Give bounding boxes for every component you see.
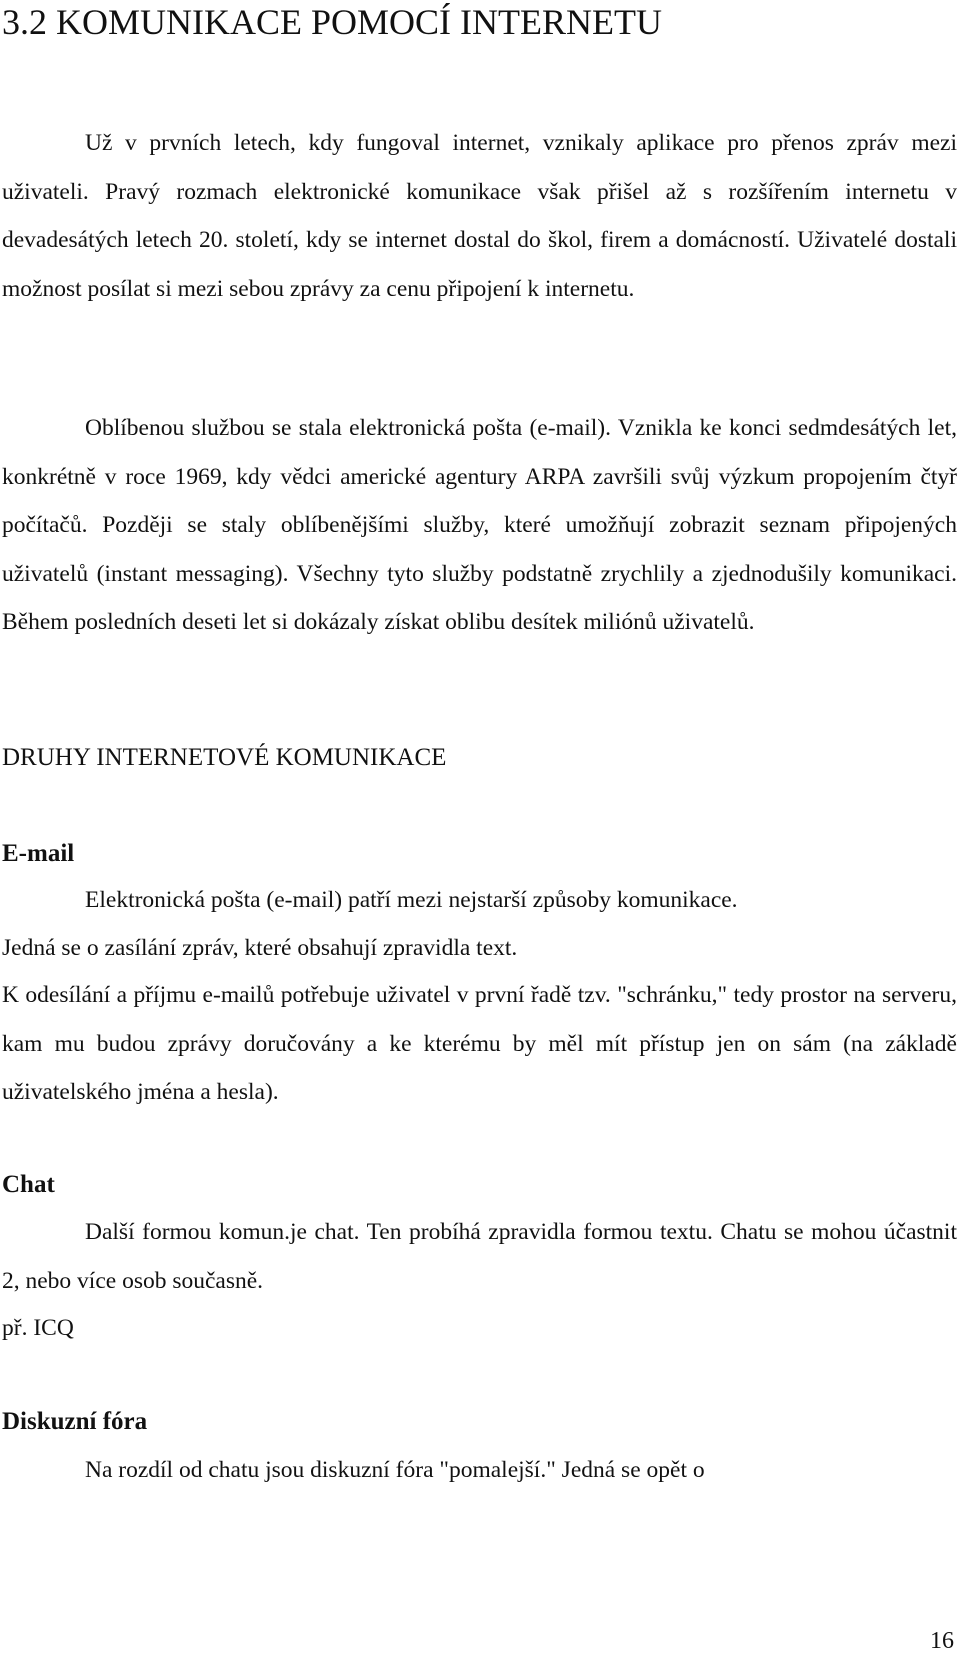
chat-heading: Chat: [2, 1171, 55, 1198]
email-history-paragraph: Oblíbenou službou se stala elektronická pošta (e-mail). Vznikla ke konci sedmdesátých let, konkrétně v roce 1969, kdy vědci americké agentury ARPA završili svůj výzkum propojením čtyř počítačů. Později se staly oblíbenějšími služby, které umožňují zobrazit seznam připojených uživatelů (instant messaging). Všechny tyto služby podstatně zrychlily a zjednodušily komunikaci. Během posledních deseti let si dokázaly získat oblibu desítek miliónů uživatelů.: [2, 415, 957, 636]
forums-heading: Diskuzní fóra: [2, 1408, 148, 1435]
email-heading: E-mail: [2, 840, 75, 867]
section-heading: DRUHY INTERNETOVÉ KOMUNIKACE: [2, 744, 447, 771]
page-number: 16: [930, 1628, 954, 1654]
email-paragraph: K odesílání a příjmu e-mailů potřebuje uživatel v první řadě tzv. "schránku," tedy prostor na serveru, kam mu budou zprávy doručovány a ke kterému by měl mít přístup jen on sám (na základě uživatelského jména a hesla).: [2, 982, 957, 1106]
forums-line-1: Na rozdíl od chatu jsou diskuzní fóra "pomalejší." Jedná se opět o: [85, 1457, 705, 1483]
intro-paragraph: Už v prvních letech, kdy fungoval internet, vznikaly aplikace pro přenos zpráv mezi uživateli. Pravý rozmach elektronické komunikace však přišel až s rozšířením internetu v devadesátých letech 20. století, kdy se internet dostal do škol, firem a domácností. Uživatelé dostali možnost posílat si mezi sebou zprávy za cenu připojení k internetu.: [2, 130, 957, 302]
chat-paragraph: Další formou komun.je chat. Ten probíhá zpravidla formou textu. Chatu se mohou účastnit 2, nebo více osob současně.: [2, 1219, 957, 1294]
email-line-1: Elektronická pošta (e-mail) patří mezi nejstarší způsoby komunikace.: [85, 887, 738, 913]
page-title: 3.2 KOMUNIKACE POMOCÍ INTERNETU: [2, 2, 662, 42]
chat-example: př. ICQ: [2, 1315, 74, 1341]
email-line-2: Jedná se o zasílání zpráv, které obsahují zpravidla text.: [2, 935, 518, 961]
